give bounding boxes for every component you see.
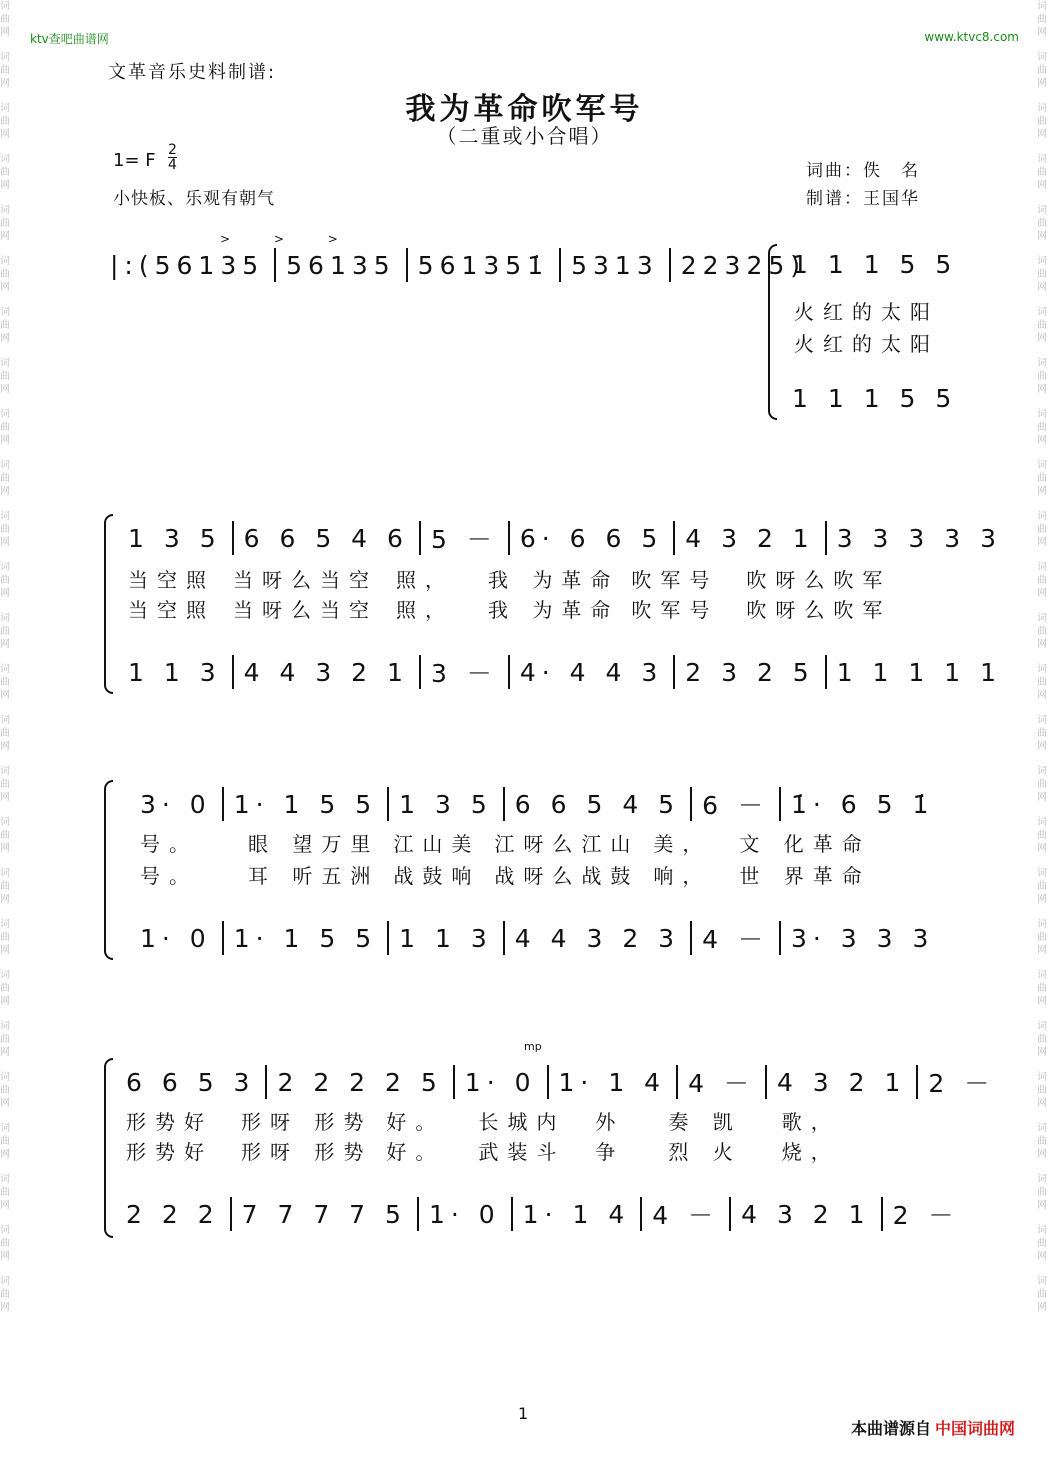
system-brace <box>104 1058 113 1238</box>
lyric: 战鼓响 <box>393 864 481 888</box>
measure: 4 － <box>688 1069 755 1098</box>
measure: 1· 1 4 <box>558 1067 667 1097</box>
measure: 6 6 5 4 6 <box>243 523 409 553</box>
barline <box>881 1197 883 1231</box>
barline <box>511 1197 513 1231</box>
system3-upper-voice <box>140 786 934 822</box>
lyric: 奏 凯 <box>668 1110 742 1134</box>
tempo-marking: 小快板、乐观有朝气 <box>113 189 275 209</box>
measure: 6 － <box>702 791 769 820</box>
system4-lower-voice <box>126 1196 959 1232</box>
barline <box>547 1065 549 1099</box>
barline <box>690 921 692 955</box>
site-link-right[interactable]: www.ktvc8.com <box>924 30 1019 44</box>
measure: 1 1 3 <box>399 923 493 953</box>
lyric: 形呀 形势 <box>241 1140 373 1164</box>
measure: 1· 1 5 5 <box>233 789 378 819</box>
lyric: 响， <box>653 864 712 888</box>
measure: 1· 0 <box>464 1067 537 1097</box>
system-brace <box>768 244 777 420</box>
measure: 1 3 5 <box>399 789 493 819</box>
lyric: 当呀么当空 <box>233 598 378 622</box>
measure: 6 6 5 3 <box>126 1067 256 1097</box>
lyric: 战呀么战鼓 <box>494 864 640 888</box>
barline <box>222 787 224 821</box>
credit-lyrics: 词曲：佚 名 <box>806 161 920 181</box>
measure: 1· 0 <box>140 923 212 953</box>
song-title: 我为革命吹军号 <box>405 92 644 127</box>
time-sig-top: 2 <box>168 142 177 158</box>
measure: 6· 6 6 5 <box>519 523 664 553</box>
lyric: 烧， <box>781 1140 840 1164</box>
measure: 2 3 2 5 <box>685 657 815 687</box>
dynamic-marking: mp <box>524 1040 542 1053</box>
page-number: 1 <box>518 1404 529 1423</box>
measure: 5 － <box>430 525 498 554</box>
barline <box>779 921 781 955</box>
footer-source-label: 本曲谱源自 <box>850 1419 931 1438</box>
left-watermark-strip: 词曲网 词曲网 词曲网 词曲网 词曲网 词曲网 词曲网 词曲网 词曲网 词曲网 词曲网 词曲网 词曲网 词曲网 词曲网 词曲网 词曲网 词曲网 词曲网 词曲网 词曲网 词曲网 词曲网 词曲网 词曲网 词曲网 <box>0 1 10 1313</box>
measure: 1· 1 5 5 <box>233 923 378 953</box>
lyric: 当空照 <box>128 568 215 592</box>
barline <box>640 1197 642 1231</box>
system1-upper-voice: 1 1 1 5 5 <box>792 250 958 279</box>
lyric: 文 化革命 <box>739 832 871 856</box>
system1-lyrics-verse1: 火红的太阳 <box>794 300 939 324</box>
barline <box>419 521 421 555</box>
time-signature <box>168 143 177 172</box>
lyric: 吹呀么吹军 <box>746 598 892 622</box>
barline <box>232 521 234 555</box>
barline <box>729 1197 731 1231</box>
lyric: 形呀 形势 <box>241 1110 373 1134</box>
lyric: 眼 望万里 <box>248 832 380 856</box>
barline <box>453 1065 455 1099</box>
barline <box>232 655 234 689</box>
lyric: 当空照 <box>128 598 215 622</box>
lyric: 我 为革命 <box>488 568 620 592</box>
measure: 4 － <box>652 1201 720 1230</box>
measure: 2 2 2 2 5 <box>277 1067 443 1097</box>
lyric: 吹军号 <box>631 568 719 592</box>
barline <box>916 1065 918 1099</box>
barline <box>417 1197 419 1231</box>
measure: 7 7 7 7 5 <box>241 1199 407 1229</box>
measure: 4 3 2 1 <box>685 523 815 553</box>
lyric: 外 <box>595 1110 625 1134</box>
measure: 1̇· 6 5 1̇ <box>790 789 935 819</box>
measure: 1· 0 <box>428 1199 501 1229</box>
lyric: 形势好 <box>126 1110 213 1134</box>
barline <box>508 655 510 689</box>
barline <box>673 521 675 555</box>
lyric: 耳 听五洲 <box>248 864 380 888</box>
measure: 6 6 5 4 5 <box>514 789 681 819</box>
measure: 3· 3 3 3 <box>790 923 935 953</box>
intro-measure: 5313 <box>571 250 659 280</box>
system3-lyrics-verse1 <box>140 828 871 857</box>
lyric: 好。 <box>386 1140 445 1164</box>
lyric: 照， <box>396 598 454 622</box>
system2-lyrics-verse1 <box>128 564 891 593</box>
system2-lower-voice <box>128 654 1002 690</box>
barline <box>508 521 510 555</box>
lyric: 好。 <box>386 1110 445 1134</box>
lyric: 当呀么当空 <box>233 568 378 592</box>
measure: 2 － <box>892 1201 960 1230</box>
measure: 1 1 1 1 1 <box>836 657 1003 687</box>
intro-measure: 22325) <box>680 250 807 280</box>
barline <box>673 655 675 689</box>
barline <box>265 1065 267 1099</box>
time-sig-bottom: 4 <box>168 157 177 173</box>
site-link-left[interactable]: ktv查吧曲谱网 <box>30 32 109 46</box>
lyric: 歌， <box>781 1110 840 1134</box>
barline <box>419 655 421 689</box>
measure: 4 3 2 1 <box>741 1199 871 1229</box>
barline <box>825 655 827 689</box>
lyric: 烈 火 <box>668 1140 742 1164</box>
measure: 4 4 3 2 3 <box>514 923 681 953</box>
barline <box>274 248 276 282</box>
barline <box>779 787 781 821</box>
lyric: 江呀么江山 <box>494 832 640 856</box>
barline <box>559 248 561 282</box>
right-watermark-strip: 词曲网 词曲网 词曲网 词曲网 词曲网 词曲网 词曲网 词曲网 词曲网 词曲网 词曲网 词曲网 词曲网 词曲网 词曲网 词曲网 词曲网 词曲网 词曲网 词曲网 词曲网 词曲网 词曲网 词曲网 词曲网 词曲网 <box>1037 1 1047 1313</box>
barline <box>387 921 389 955</box>
lyric: 争 <box>595 1140 625 1164</box>
lyric: 江山美 <box>393 832 481 856</box>
measure: 4 － <box>702 925 769 954</box>
barline <box>503 787 505 821</box>
lyric: 吹军号 <box>631 598 719 622</box>
lyric: 我 为革命 <box>488 598 620 622</box>
barline <box>669 248 671 282</box>
barline <box>690 787 692 821</box>
credit-score: 制谱：王国华 <box>806 189 920 209</box>
system3-lower-voice <box>140 920 934 956</box>
measure: 2 2 2 <box>126 1199 220 1229</box>
intro-notes <box>110 248 806 282</box>
measure: 3· 0 <box>140 789 212 819</box>
lyric: 吹呀么吹军 <box>746 568 892 592</box>
system2-upper-voice <box>128 520 1002 556</box>
measure: 4· 4 4 3 <box>519 657 664 687</box>
lyric: 武装斗 <box>478 1140 566 1164</box>
system4-lyrics-verse2 <box>126 1136 840 1165</box>
key-signature: 1= F <box>113 150 156 171</box>
intro-measure: 561351̇ <box>417 250 550 280</box>
accent-marks: > > > <box>220 232 358 246</box>
barline <box>387 787 389 821</box>
measure: 4 3 2 1 <box>776 1067 907 1097</box>
header-note: 文革音乐史料制谱: <box>108 62 277 83</box>
measure: 1 3 5 <box>128 523 222 553</box>
measure: 3 － <box>430 659 498 688</box>
barline <box>825 521 827 555</box>
barline <box>230 1197 232 1231</box>
intro-measure: |:(56135 <box>110 250 265 280</box>
barline <box>222 921 224 955</box>
lyric: 美， <box>653 832 712 856</box>
system4-upper-voice <box>126 1064 995 1100</box>
system-brace <box>104 514 113 694</box>
system2-lyrics-verse2 <box>128 594 891 623</box>
measure: 4 4 3 2 1 <box>243 657 409 687</box>
lyric: 世 界革命 <box>739 864 871 888</box>
barline <box>676 1065 678 1099</box>
lyric: 号。 <box>140 864 198 888</box>
barline <box>765 1065 767 1099</box>
measure: 1· 1 4 <box>522 1199 631 1229</box>
measure: 3 3 3 3 3 <box>836 523 1003 553</box>
lyric: 长城内 <box>478 1110 566 1134</box>
lyric: 形势好 <box>126 1140 213 1164</box>
barline <box>406 248 408 282</box>
footer-site-link[interactable]: 中国词曲网 <box>934 1419 1015 1438</box>
song-subtitle: （二重或小合唱） <box>436 124 613 148</box>
system3-lyrics-verse2 <box>140 860 871 889</box>
barline <box>503 921 505 955</box>
system1-lower-voice: 1 1 1 5 5 <box>792 384 958 413</box>
system1-lyrics-verse2: 火红的太阳 <box>794 332 939 356</box>
intro-measure: 56135 <box>286 250 396 280</box>
measure: 2 － <box>928 1069 996 1098</box>
lyric: 号。 <box>140 832 198 856</box>
system-brace <box>104 780 113 960</box>
measure: 1 1 3 <box>128 657 222 687</box>
lyric: 照， <box>396 568 454 592</box>
system4-lyrics-verse1 <box>126 1106 840 1135</box>
